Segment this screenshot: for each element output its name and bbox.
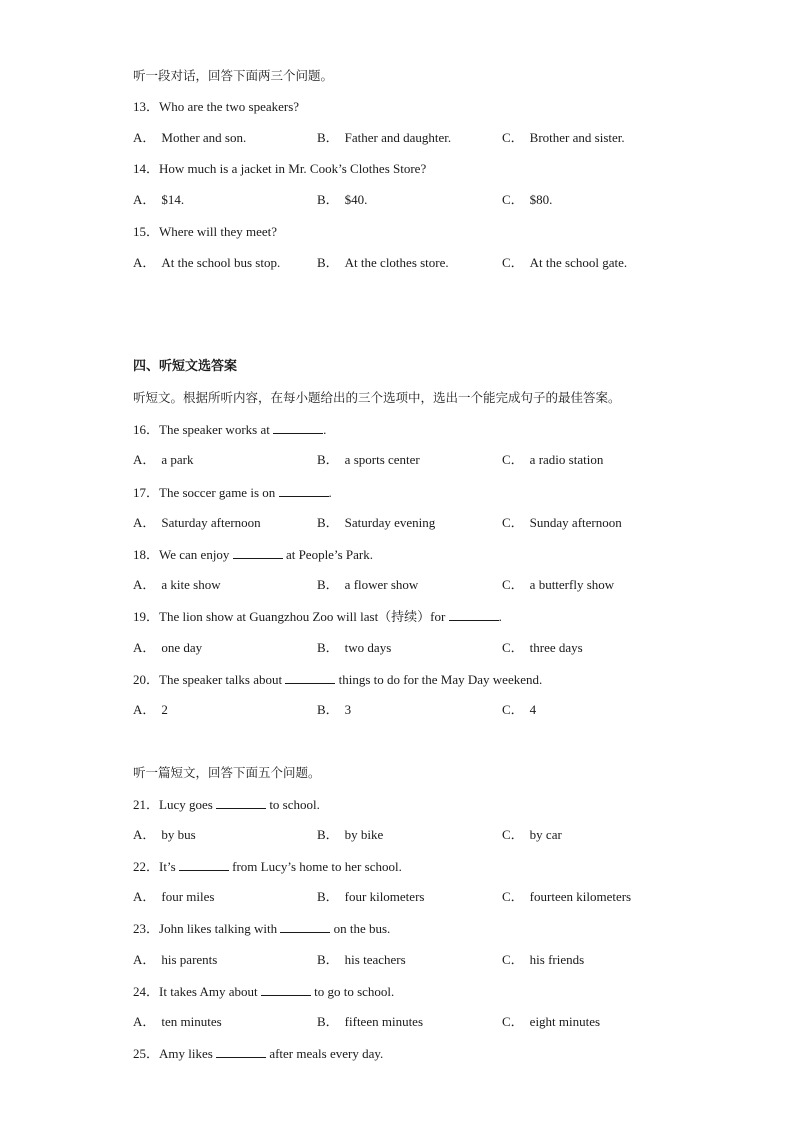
question-number: 24． [133,984,160,999]
option-text: At the school bus stop. [161,255,281,270]
question-text: Who are the two speakers? [159,99,300,114]
option-text: by bus [161,827,196,842]
option-19-c[interactable] [502,640,583,656]
option-19-a[interactable] [133,640,202,656]
option-text: Brother and sister. [529,130,625,145]
option-text: a butterfly show [529,577,615,592]
question-number: 13． [133,99,160,114]
option-letter: A． [133,452,156,467]
option-letter: B． [317,1014,339,1029]
option-text: a radio station [529,452,604,467]
question-text-after: from Lucy’s home to her school. [232,859,402,874]
question-text: It’s [159,859,176,874]
question-text-after: . [323,422,327,437]
option-24-c[interactable] [502,1014,600,1030]
option-text: $80. [529,192,553,207]
option-text: $40. [344,192,368,207]
option-text: one day [161,640,203,655]
option-14-b[interactable] [317,192,367,208]
question-15 [133,224,277,240]
option-24-b[interactable] [317,1014,423,1030]
option-text: fourteen kilometers [529,889,632,904]
option-letter: C． [502,515,524,530]
option-text: Sunday afternoon [529,515,622,530]
question-text-after: after meals every day. [269,1046,384,1061]
question-22 [133,858,402,875]
question-text: Where will they meet? [159,224,278,239]
option-21-a[interactable] [133,827,196,843]
answer-blank [261,983,311,996]
option-16-b[interactable] [317,452,420,468]
option-17-c[interactable] [502,515,622,531]
option-18-c[interactable] [502,577,614,593]
question-24 [133,983,394,1000]
question-text: Lucy goes [159,797,213,812]
option-17-a[interactable] [133,515,261,531]
question-number: 25． [133,1046,160,1061]
option-letter: A． [133,889,156,904]
question-text: The speaker talks about [159,672,283,687]
option-letter: B． [317,577,339,592]
section-instructions-part4: 听短文。根据所听内容，在每小题给出的三个选项中，选出一个能完成句子的最佳答案。 [133,390,621,405]
option-19-b[interactable] [317,640,391,656]
option-letter: A． [133,952,156,967]
answer-blank [285,671,335,684]
option-text: 3 [344,702,352,717]
option-22-c[interactable] [502,889,631,905]
question-number: 23． [133,921,160,936]
question-17 [133,484,332,501]
option-letter: C． [502,130,524,145]
option-21-b[interactable] [317,827,383,843]
option-16-c[interactable] [502,452,603,468]
option-text: At the school gate. [529,255,628,270]
answer-blank [179,858,229,871]
option-text: four kilometers [344,889,425,904]
option-23-b[interactable] [317,952,406,968]
option-letter: A． [133,130,156,145]
option-letter: C． [502,702,524,717]
option-15-c[interactable] [502,255,627,271]
option-letter: B． [317,515,339,530]
answer-blank [279,484,329,497]
option-letter: B． [317,452,339,467]
question-text: John likes talking with [159,921,278,936]
option-text: At the clothes store. [344,255,449,270]
option-13-b[interactable] [317,130,451,146]
question-14 [133,161,426,177]
option-text: 2 [161,702,168,717]
option-text: a sports center [344,452,420,467]
option-13-a[interactable] [133,130,246,146]
option-22-a[interactable] [133,889,214,905]
option-letter: C． [502,577,524,592]
option-letter: B． [317,130,339,145]
option-text: a park [161,452,194,467]
option-24-a[interactable] [133,1014,222,1030]
question-20 [133,671,542,688]
question-text: It takes Amy about [159,984,258,999]
question-text-after: things to do for the May Day weekend. [338,672,543,687]
option-text: eight minutes [529,1014,601,1029]
section-intro-13-15: 听一段对话，回答下面两三个问题。 [133,68,334,83]
option-text: 4 [529,702,537,717]
option-letter: B． [317,640,339,655]
option-letter: A． [133,827,156,842]
question-text-after: . [498,609,502,624]
question-number: 21． [133,797,160,812]
section-intro-21-25: 听一篇短文，回答下面五个问题。 [133,765,321,780]
option-letter: A． [133,1014,156,1029]
option-letter: B． [317,827,339,842]
answer-blank [216,1045,266,1058]
question-number: 16． [133,422,160,437]
option-23-a[interactable] [133,952,217,968]
option-21-c[interactable] [502,827,562,843]
option-letter: B． [317,952,339,967]
option-23-c[interactable] [502,952,584,968]
option-letter: C． [502,640,524,655]
question-16 [133,421,326,438]
question-text: The speaker works at [159,422,270,437]
question-text: How much is a jacket in Mr. Cook’s Clothes Store? [159,161,427,176]
option-text: fifteen minutes [344,1014,424,1029]
option-15-b[interactable] [317,255,449,271]
option-17-b[interactable] [317,515,435,531]
option-text: a kite show [161,577,221,592]
option-text: $14. [161,192,185,207]
option-13-c[interactable] [502,130,625,146]
question-18 [133,546,373,563]
option-text: a flower show [344,577,419,592]
question-text: The lion show at Guangzhou Zoo will last（持续）for [159,609,446,624]
option-22-b[interactable] [317,889,424,905]
option-letter: B． [317,255,339,270]
option-14-a[interactable] [133,192,184,208]
answer-blank [280,920,330,933]
option-text: two days [344,640,392,655]
answer-blank [449,608,499,621]
question-number: 14． [133,161,160,176]
question-text-after: on the bus. [333,921,391,936]
option-text: Mother and son. [161,130,247,145]
option-text: four miles [161,889,215,904]
option-letter: A． [133,640,156,655]
option-text: by bike [344,827,384,842]
option-letter: C． [502,452,524,467]
option-letter: B． [317,889,339,904]
option-text: his friends [529,952,585,967]
option-text: Saturday evening [344,515,436,530]
option-letter: C． [502,192,524,207]
option-text: his parents [161,952,218,967]
question-text-after: to go to school. [314,984,395,999]
option-18-b[interactable] [317,577,418,593]
question-19 [133,608,502,625]
option-20-a[interactable] [133,702,168,718]
option-text: ten minutes [161,1014,222,1029]
question-number: 19． [133,609,160,624]
option-letter: A． [133,577,156,592]
question-text: Amy likes [159,1046,213,1061]
option-text: Father and daughter. [344,130,452,145]
question-21 [133,796,320,813]
question-text-after: at People’s Park. [285,547,373,562]
question-text: We can enjoy [159,547,230,562]
option-16-a[interactable] [133,452,194,468]
option-letter: A． [133,702,156,717]
option-letter: A． [133,255,156,270]
option-14-c[interactable] [502,192,552,208]
answer-blank [216,796,266,809]
option-letter: B． [317,192,339,207]
option-letter: C． [502,1014,524,1029]
question-13 [133,99,299,115]
answer-blank [273,421,323,434]
option-letter: C． [502,255,524,270]
question-number: 18． [133,547,160,562]
answer-blank [233,546,283,559]
option-letter: A． [133,515,156,530]
question-text: The soccer game is on [159,485,276,500]
option-letter: A． [133,192,156,207]
option-letter: C． [502,827,524,842]
question-25 [133,1045,383,1062]
option-letter: C． [502,889,524,904]
option-text: Saturday afternoon [161,515,261,530]
option-20-c[interactable] [502,702,536,718]
question-23 [133,920,390,937]
section-heading-part4: 四、听短文选答案 [133,359,238,374]
question-number: 22． [133,859,160,874]
question-number: 15． [133,224,160,239]
option-text: by car [529,827,562,842]
option-letter: B． [317,702,339,717]
question-text-after: to school. [269,797,320,812]
option-text: three days [529,640,583,655]
question-number: 17． [133,485,160,500]
option-18-a[interactable] [133,577,221,593]
option-20-b[interactable] [317,702,351,718]
option-15-a[interactable] [133,255,280,271]
option-text: his teachers [344,952,406,967]
option-letter: C． [502,952,524,967]
question-text-after: . [328,485,332,500]
question-number: 20． [133,672,160,687]
